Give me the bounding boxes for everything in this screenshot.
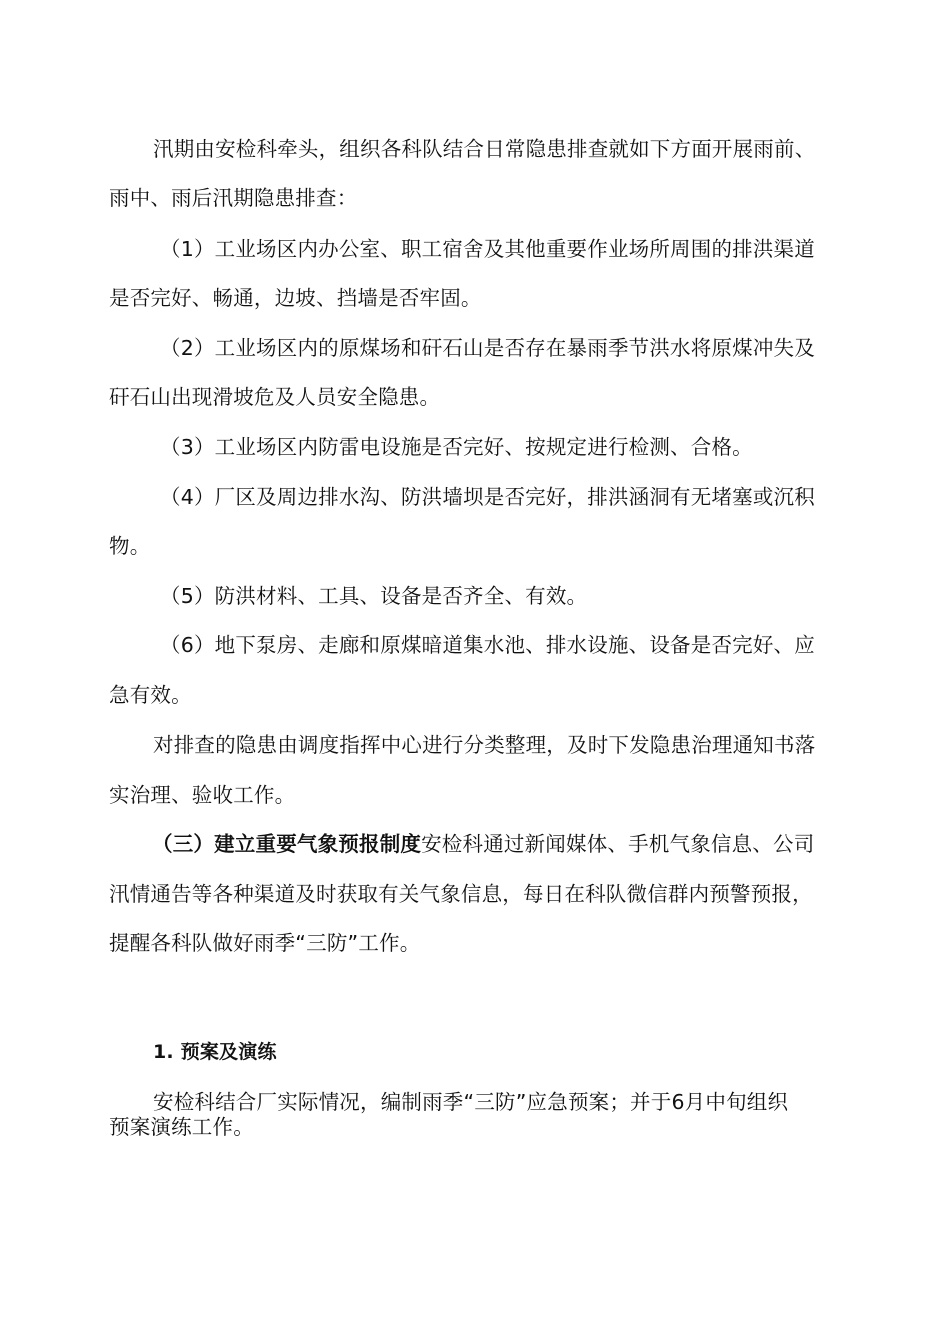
item-1-line-2: 是否完好、畅通，边坡、挡墙是否牢固。	[109, 286, 482, 310]
item-4-line-2: 物。	[109, 534, 151, 558]
closing-line-1: 对排查的隐患由调度指挥中心进行分类整理，及时下发隐患治理通知书落	[153, 733, 816, 757]
item-1-line-1: （1）工业场区内办公室、职工宿舍及其他重要作业场所周围的排洪渠道	[160, 237, 815, 261]
section-3-title: （三）建立重要气象预报制度	[152, 832, 422, 856]
item-2-line-1: （2）工业场区内的原煤场和矸石山是否存在暴雨季节洪水将原煤冲失及	[160, 336, 815, 360]
item-6-line-1: （6）地下泵房、走廊和原煤暗道集水池、排水设施、设备是否完好、应	[160, 633, 815, 657]
subsection-1-line-1: 安检科结合厂实际情况，编制雨季“三防”应急预案；并于6月中旬组织	[153, 1090, 789, 1114]
closing-line-2: 实治理、验收工作。	[109, 783, 296, 807]
intro-line-2: 雨中、雨后汛期隐患排查：	[109, 186, 358, 210]
item-4-line-1: （4）厂区及周边排水沟、防洪墙坝是否完好，排洪涵洞有无堵塞或沉积	[160, 485, 815, 509]
intro-line-1: 汛期由安检科牵头，组织各科队结合日常隐患排查就如下方面开展雨前、	[153, 137, 816, 161]
section-3-line-1	[152, 831, 814, 857]
item-5-line-1: （5）防洪材料、工具、设备是否齐全、有效。	[160, 584, 588, 608]
subsection-1-line-2: 预案演练工作。	[109, 1115, 254, 1139]
item-6-line-2: 急有效。	[109, 683, 192, 707]
item-2-line-2: 矸石山出现滑坡危及人员安全隐患。	[109, 385, 441, 409]
item-3-line-1: （3）工业场区内防雷电设施是否完好、按规定进行检测、合格。	[160, 435, 753, 459]
subsection-1-heading: 1. 预案及演练	[153, 1041, 277, 1063]
section-3-line-2: 汛情通告等各种渠道及时获取有关气象信息，每日在科队微信群内预警预报，	[109, 882, 813, 906]
section-3-line-1-rest: 安检科通过新闻媒体、手机气象信息、公司	[421, 832, 815, 856]
section-3-line-3: 提醒各科队做好雨季“三防”工作。	[109, 931, 421, 955]
